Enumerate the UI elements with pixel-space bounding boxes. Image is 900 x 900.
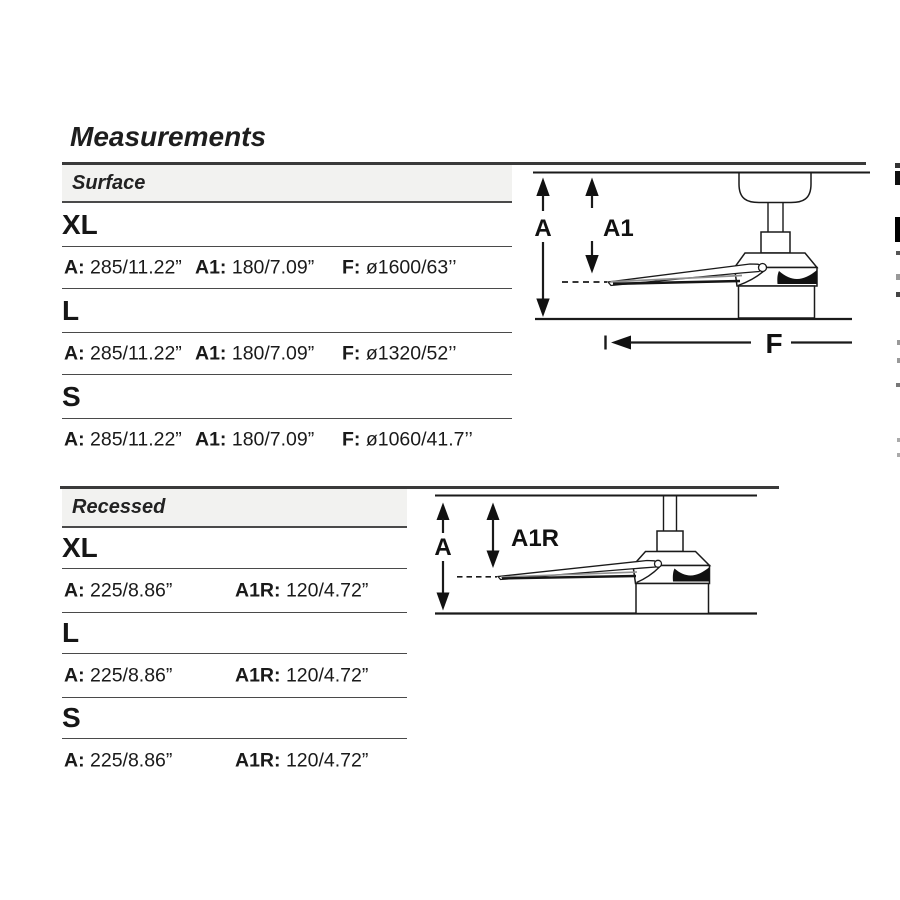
dim-a1	[195, 256, 314, 279]
fan-canopy	[739, 174, 811, 203]
surface-row-s-values	[62, 419, 512, 461]
dim-a-label: A:	[64, 749, 85, 772]
motor-body	[739, 286, 815, 318]
cropped-text-fragment	[895, 171, 900, 185]
motor-body	[636, 584, 709, 614]
dim-a1r	[235, 664, 368, 687]
recessed-row-s-values	[62, 739, 407, 783]
dim-a	[64, 664, 172, 687]
dim-a-value: 225/8.86”	[90, 749, 173, 772]
surface-size-s: S	[62, 375, 512, 419]
surface-size-l: L	[62, 289, 512, 333]
dim-a-value: 285/11.22”	[90, 342, 182, 364]
dim-a	[64, 429, 182, 452]
dim-f-value: ø1600/63’’	[365, 256, 457, 278]
dim-a-value: 285/11.22”	[90, 256, 182, 278]
dim-a1r-value: 120/4.72”	[285, 579, 369, 601]
dim-a1r-label: A1R:	[235, 749, 281, 772]
dim-label-a1r: A1R	[511, 525, 560, 552]
cropped-text-fragment	[896, 274, 900, 280]
arrowhead-down	[487, 551, 500, 569]
dim-a-value: 225/8.86”	[90, 579, 173, 601]
dim-a1r	[235, 579, 368, 602]
dim-a	[64, 579, 172, 602]
recessed-mount-diagram	[430, 483, 765, 623]
arrowhead-down	[437, 593, 450, 611]
page-title: Measurements	[70, 121, 267, 152]
arrowhead-up	[585, 178, 598, 197]
arrowhead-down	[585, 255, 598, 274]
dim-a1-label: A1:	[195, 342, 227, 364]
recessed-row-xl-values	[62, 569, 407, 613]
dim-label-a1: A1	[603, 215, 634, 242]
dim-a1-value: 180/7.09”	[231, 342, 315, 364]
dim-a1r-label: A1R:	[235, 664, 281, 686]
recessed-size-s: S	[62, 698, 407, 739]
dim-f	[342, 429, 473, 452]
dim-a-value: 285/11.22”	[90, 428, 182, 451]
dim-a1-value: 180/7.09”	[231, 256, 315, 278]
blade-hub-pin	[655, 560, 662, 567]
recessed-size-xl: XL	[62, 528, 407, 569]
dim-a-label: A:	[64, 342, 85, 364]
dim-label-f: F	[765, 328, 783, 359]
dim-a1	[195, 342, 314, 365]
dim-a1-value: 180/7.09”	[231, 428, 315, 451]
recessed-row-l-values	[62, 654, 407, 698]
fan-downrod	[768, 203, 783, 233]
recessed-section-header: Recessed	[62, 489, 407, 528]
recessed-table	[62, 489, 407, 783]
dim-label-a: A	[434, 534, 452, 561]
dim-f-value: ø1060/41.7’’	[365, 428, 473, 451]
dim-a	[64, 750, 172, 773]
fan-coupler	[657, 531, 683, 552]
dim-f-label: F:	[342, 256, 361, 278]
dim-a1-label: A1:	[195, 428, 227, 451]
dim-a-label: A:	[64, 256, 85, 278]
cropped-text-fragment	[896, 251, 900, 255]
arrowhead-up	[536, 178, 549, 197]
surface-mount-diagram	[515, 155, 900, 360]
surface-size-xl: XL	[62, 203, 512, 247]
surface-row-l-values	[62, 333, 512, 375]
fan-coupler	[761, 232, 790, 253]
dim-f-value: ø1320/52’’	[365, 342, 457, 364]
dim-f-label: F:	[342, 342, 361, 364]
dim-a	[64, 342, 182, 365]
dim-a-label: A:	[64, 579, 85, 601]
surface-row-xl-values	[62, 247, 512, 289]
dim-a-label: A:	[64, 428, 85, 451]
dim-a1-label: A1:	[195, 256, 227, 278]
fan-downrod	[664, 496, 677, 532]
cropped-text-fragment	[896, 292, 900, 297]
blade-hub-pin	[759, 264, 767, 272]
arrowhead-up	[437, 503, 450, 521]
dim-f	[342, 256, 457, 279]
arrowhead-down	[536, 299, 549, 318]
surface-section-header: Surface	[62, 165, 512, 203]
surface-table	[62, 165, 512, 461]
cropped-text-fragment	[895, 163, 900, 168]
cropped-text-fragment	[895, 217, 900, 242]
dim-a-label: A:	[64, 664, 85, 686]
dim-a1r-value: 120/4.72”	[285, 664, 369, 686]
dim-a1r	[235, 750, 368, 773]
dim-a1r-label: A1R:	[235, 579, 281, 601]
arrowhead-left	[611, 336, 631, 350]
recessed-size-l: L	[62, 613, 407, 654]
dim-a-value: 225/8.86”	[90, 664, 173, 686]
dim-a1	[195, 429, 314, 452]
dim-a	[64, 256, 182, 279]
dim-f-label: F:	[342, 428, 361, 451]
dim-label-a: A	[534, 215, 552, 242]
cropped-text-fragment	[896, 383, 900, 387]
dim-a1r-value: 120/4.72”	[285, 749, 369, 772]
dim-f	[342, 342, 457, 365]
arrowhead-up	[487, 503, 500, 521]
